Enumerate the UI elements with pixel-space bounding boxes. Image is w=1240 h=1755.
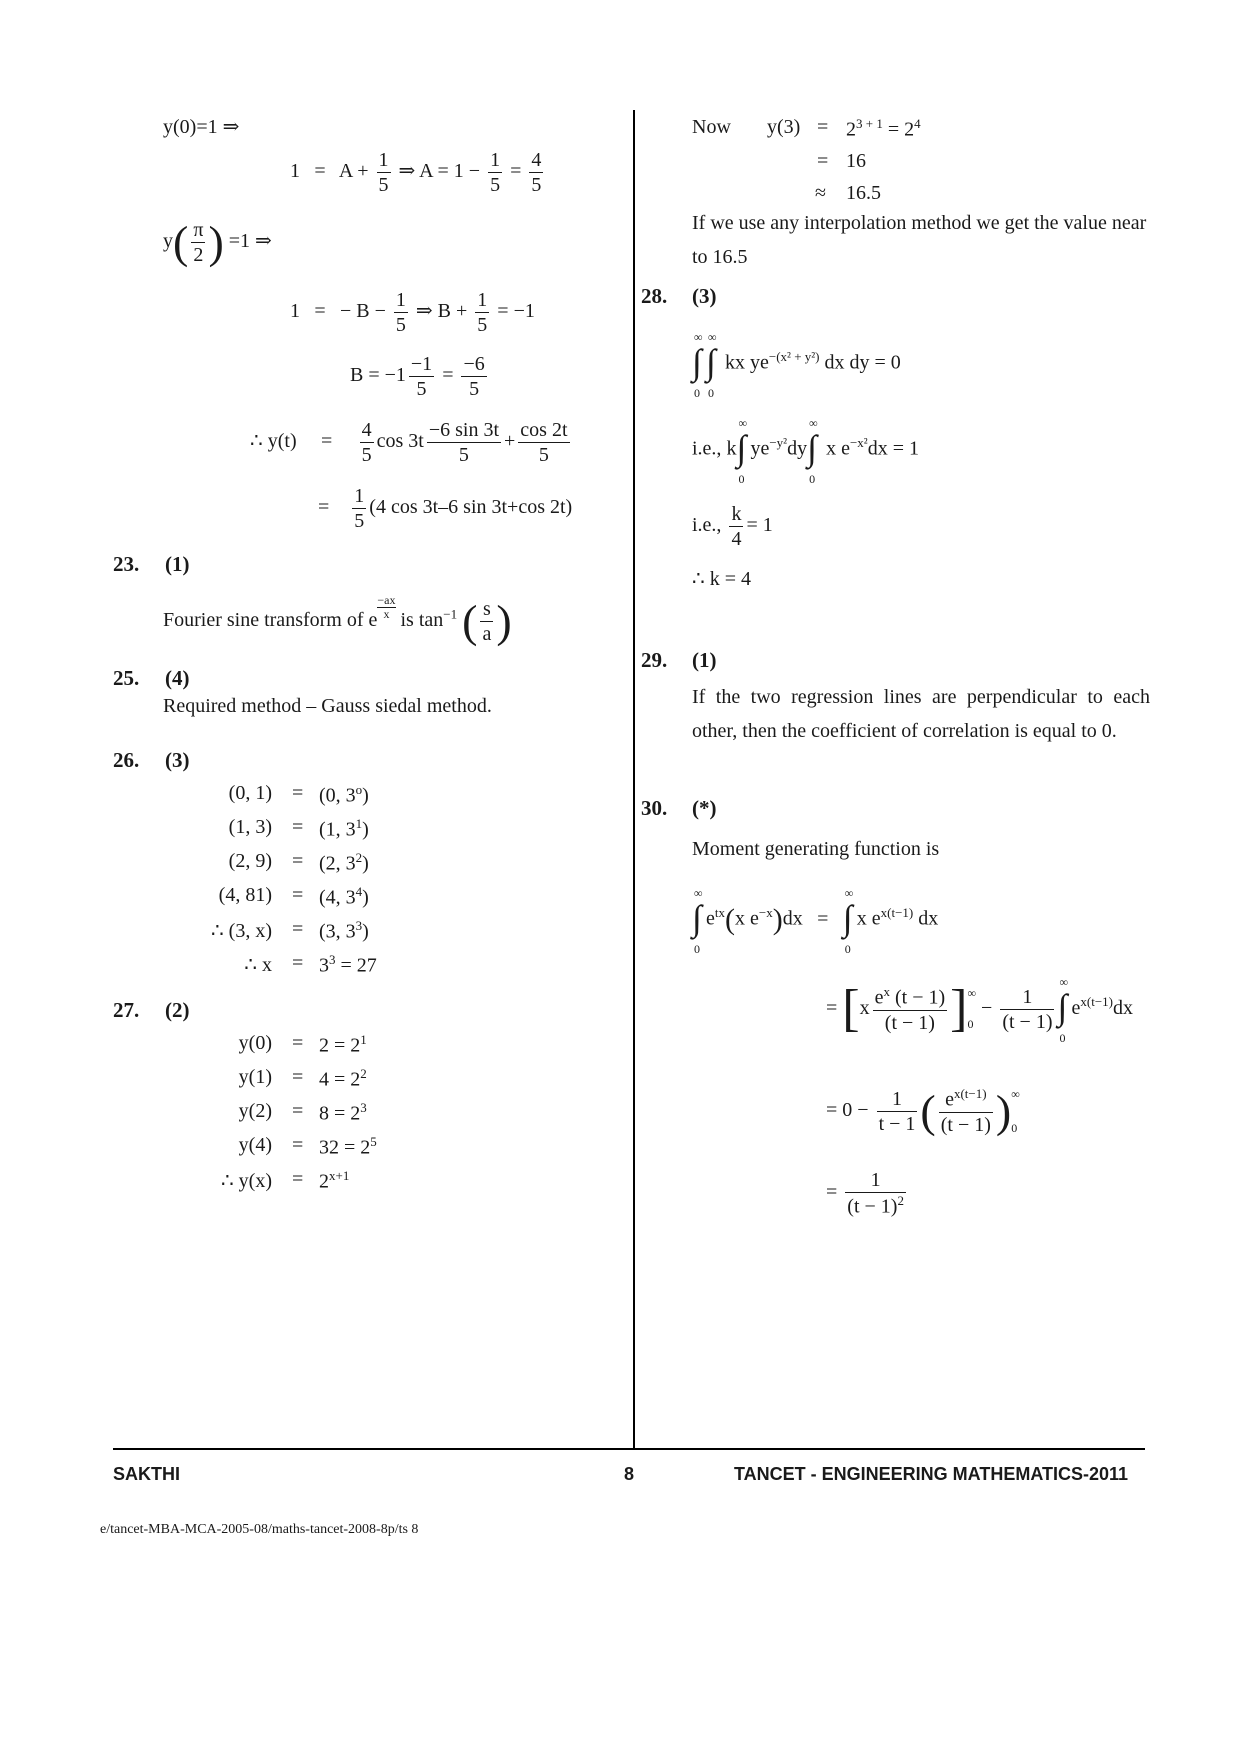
column-divider	[633, 110, 635, 1448]
row-rhs: (2, $3^2$)	[319, 850, 369, 875]
row-lhs: (0, 1)	[228, 782, 272, 804]
ypi-condition: y( $\frac{\pi}{2}$ ) =1 ⇒	[163, 216, 272, 268]
footer-page-number: 8	[624, 1464, 635, 1484]
question-number: 30.	[641, 796, 668, 820]
row-equals: =	[292, 1168, 304, 1190]
integral-sign: ∫ ∞ 0	[692, 330, 703, 400]
fraction: $\frac{4}{5}$	[531, 149, 542, 196]
row-rhs: (0, 3$^o$)	[319, 782, 369, 807]
row-rhs: $2^{x+1}$	[319, 1168, 350, 1193]
q23-statement: Fourier sine transform of e $\frac{-ax}{x}$ is $\tan^{-1}$ ( $\frac{s}{a}$ )	[163, 593, 512, 647]
fraction: $\frac{e^{x(t-1)}}{(t - 1)}$	[940, 1086, 991, 1136]
answer-option: (3)	[692, 284, 717, 308]
eq-yt-final: = $\frac{1}{5}$ (4 cos 3t–6 sin 3t+cos 2t)	[318, 485, 573, 532]
fraction: $\frac{1}{t - 1}$	[878, 1088, 916, 1136]
mgf-line-4: = $\frac{1}{(t - 1)^2}$	[826, 1169, 904, 1218]
q25-text: Required method – Gauss siedal method.	[163, 695, 492, 717]
eq-yt: ∴ y(t) = $\frac{4}{5}$ cos 3t $\frac{-6 \sin 3t}{5}$ + $\frac{\cos 2t}{5}$	[250, 419, 568, 466]
row-rhs: (1, $3^1$)	[319, 816, 369, 841]
row-equals: =	[292, 816, 304, 838]
q28-k-over-4: i.e., $\frac{k}{4}$ = 1	[692, 503, 773, 550]
row-equals: =	[292, 1134, 304, 1156]
fraction: $\frac{s}{a}$	[482, 598, 492, 646]
row-equals: =	[292, 952, 304, 974]
fraction: $\frac{-1}{5}$	[410, 353, 433, 400]
answer-option: (*)	[692, 796, 717, 820]
row-lhs: y(4)	[238, 1134, 272, 1156]
row-lhs: ∴ x	[244, 954, 272, 976]
integral-sign: ∫ ∞ 0	[807, 416, 818, 486]
row-rhs: $2 = 2^1$	[319, 1032, 367, 1057]
row-lhs: (1, 3)	[228, 816, 272, 838]
row-equals: =	[292, 1032, 304, 1054]
row-lhs: (4, 81)	[218, 884, 272, 906]
interpolation-note: If we use any interpolation method we get the value near to 16.5	[692, 212, 1147, 268]
mgf-line-2: = [x $\frac{e^x (t - 1)}{(t - 1)}$ ] ∞ 0 − $\frac{1}{(t - 1)}$ ∫ ∞ 0 $e^{x(t-1)}dx$	[826, 975, 1133, 1046]
question-number: 28.	[641, 284, 668, 308]
row-rhs: $4 = 2^2$	[319, 1066, 367, 1091]
integral-sign: ∫ ∞ 0	[736, 416, 747, 486]
fraction: $\frac{4}{5}$	[361, 419, 372, 466]
row-lhs: (2, 9)	[228, 850, 272, 872]
row-equals: =	[292, 850, 304, 872]
y0-condition: y(0)=1 ⇒	[163, 116, 240, 138]
answer-option: (1)	[692, 648, 717, 672]
integral-sign: ∫ ∞ 0	[842, 886, 854, 956]
footer-title: TANCET - ENGINEERING MATHEMATICS-2011	[734, 1464, 1129, 1484]
fraction: $\frac{1}{5}$	[378, 149, 389, 196]
answer-option: (3)	[165, 748, 190, 772]
q28-conclusion: ∴ k = 4	[692, 568, 752, 590]
question-number: 25.	[113, 666, 140, 690]
q28-double-integral: ∫ ∞ 0 ∫ ∞ 0 kx $ye^{-(x^2 + y^2)}$ dx dy = 0	[692, 330, 901, 400]
eq-sign: =	[817, 150, 829, 172]
y3-approx: 16.5	[846, 182, 881, 204]
row-rhs: (3, $3^3$)	[319, 918, 369, 943]
row-lhs: y(1)	[238, 1066, 272, 1088]
answer-option: (1)	[165, 552, 190, 576]
fraction: $\frac{-6 \sin 3t}{5}$	[428, 419, 500, 466]
integral-sign: ∫ ∞ 0	[1057, 975, 1069, 1046]
fraction: $\frac{\cos 2t}{5}$	[520, 419, 568, 466]
eq-a-value: 1 = A + $\frac{1}{5}$ ⇒ A = 1 − $\frac{1}{5}$ = $\frac{4}{5}$	[290, 149, 542, 196]
row-rhs: $8 = 2^3$	[319, 1100, 367, 1125]
fraction: $\frac{1}{(t - 1)^2}$	[847, 1169, 904, 1218]
row-equals: =	[292, 1100, 304, 1122]
eq-b-relation: 1 = − B − $\frac{1}{5}$ ⇒ B + $\frac{1}{5}$ = −1	[290, 289, 535, 336]
answer-option: (2)	[165, 998, 190, 1022]
question-number: 26.	[113, 748, 140, 772]
mgf-line-1: ∫ ∞ 0 $e^{tx}(x$ $e^{-x})dx$ = ∫ ∞ 0 x $e^{x(t-1)}$ dx	[692, 886, 939, 956]
footer-publisher: SAKTHI	[113, 1464, 180, 1484]
row-lhs: y(2)	[238, 1100, 272, 1122]
row-rhs: (4, $3^4$)	[319, 884, 369, 909]
question-number: 29.	[641, 648, 668, 672]
row-equals: =	[292, 782, 304, 804]
eq-b-value: B = −1 $\frac{-1}{5}$ = $\frac{-6}{5}$	[350, 353, 485, 400]
q29-text: If the two regression lines are perpendicular to each other, then the coefficient of correlation is equal to 0.	[692, 686, 1150, 742]
fraction: $\frac{e^x (t - 1)}{(t - 1)}$	[874, 983, 946, 1034]
row-equals: =	[292, 918, 304, 940]
question-number: 27.	[113, 998, 140, 1022]
row-lhs: ∴ (3, x)	[210, 920, 272, 942]
row-rhs: $32 = 2^5$	[319, 1134, 377, 1159]
q28-separated: i.e., k ∫ ∞ 0 $ye^{-y^2}dy$ ∫ ∞ 0 x $e^{-x^2}dx = 1$	[692, 416, 919, 486]
q30-text: Moment generating function is	[692, 838, 940, 860]
fraction: $\frac{\pi}{2}$	[193, 219, 204, 266]
row-rhs: $3^3 = 27$	[319, 952, 377, 977]
mgf-line-3: = 0 − $\frac{1}{t - 1}$ ( $\frac{e^{x(t-1)}}{(t - 1)}$ ) ∞ 0	[826, 1085, 1020, 1137]
y3-eq: =	[817, 116, 829, 138]
answer-option: (4)	[165, 666, 190, 690]
fraction: $\frac{1}{5}$	[354, 485, 365, 532]
question-number: 23.	[113, 552, 140, 576]
fraction: $\frac{1}{5}$	[395, 289, 406, 336]
fraction: $\frac{1}{5}$	[490, 149, 501, 196]
row-equals: =	[292, 1066, 304, 1088]
y3-label: y(3)	[767, 116, 801, 138]
approx-sign: ≈	[815, 182, 826, 204]
fraction: $\frac{1}{(t - 1)}$	[1002, 985, 1053, 1033]
integral-sign: ∫ ∞ 0	[706, 330, 717, 400]
y3-16: 16	[846, 150, 866, 172]
fraction: $\frac{k}{4}$	[731, 503, 742, 550]
y3-value: $2^{3 + 1} = 2^4$	[846, 116, 921, 141]
fraction: $\frac{1}{5}$	[477, 289, 488, 336]
file-path: e/tancet-MBA-MCA-2005-08/maths-tancet-2008-8p/ts 8	[100, 1522, 419, 1537]
row-equals: =	[292, 884, 304, 906]
row-lhs: ∴ y(x)	[220, 1170, 272, 1192]
footer-rule	[113, 1448, 1145, 1450]
row-lhs: y(0)	[238, 1032, 272, 1054]
integral-sign: ∫ ∞ 0	[692, 886, 703, 956]
fraction: $\frac{-6}{5}$	[463, 353, 485, 400]
now-label: Now	[692, 116, 731, 138]
